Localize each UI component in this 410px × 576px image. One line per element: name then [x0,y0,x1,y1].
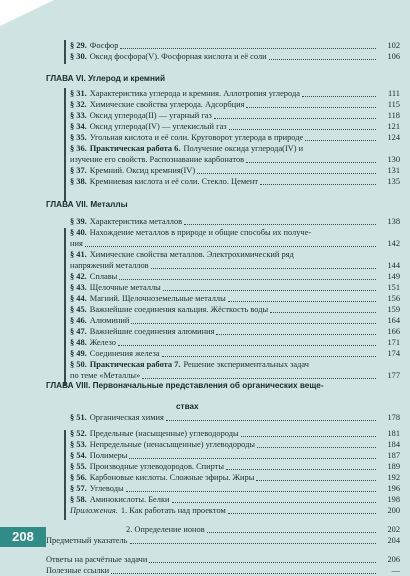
leader-dots [151,260,376,269]
section-title: Угольная кислота и её соли. Круговорот углерода в природе [89,133,304,142]
section-title: Фосфор [89,41,119,50]
page-reference: — [391,566,400,575]
page-corner-decoration [0,0,54,26]
section-title-cont: Получение оксида углерода(IV) и [183,144,304,153]
page-reference: 189 [387,462,400,471]
leader-dots [216,326,376,335]
toc-entry[interactable] [46,88,400,99]
section-number: § 46. [70,316,87,325]
toc-entry[interactable] [46,176,400,187]
leader-dots [246,99,376,108]
section-title: Кремниевая кислота и её соли. Стекло. Цемент [89,177,258,186]
toc-entry[interactable] [46,293,400,304]
section-title: Химические свойства углерода. Адсорбция [89,100,245,109]
section-number: § 49. [70,349,87,358]
section-title: Соединения железа [89,349,160,358]
toc-entry[interactable] [46,494,400,505]
appendix-item: 2. Определение ионов [126,525,205,534]
section-number: § 53. [70,440,87,449]
toc-entry[interactable] [46,370,400,381]
leader-dots [226,461,376,470]
toc-entry[interactable] [46,165,400,176]
toc-entry[interactable] [46,565,400,576]
leader-dots [228,293,376,302]
toc-entry[interactable] [46,260,400,271]
section-title: Характеристика углерода и кремния. Аллотропия углерода [89,89,300,98]
leader-dots [162,348,376,357]
section-number: § 54. [70,451,87,460]
toc-entry[interactable] [46,461,400,472]
section-title: Характеристика металлов [89,217,183,226]
page-reference: 164 [387,316,400,325]
section-title: Железо [89,338,116,347]
section-title: Нахождение металлов в природе и общие способы их получе- [89,228,312,237]
section-number: § 45. [70,305,87,314]
chapter-heading: ГЛАВА VII. Металлы [46,200,128,209]
toc-entry[interactable] [46,154,400,165]
leader-dots [269,51,376,60]
section-number: § 39. [70,217,87,226]
section-number: § 56. [70,473,87,482]
toc-entry[interactable] [46,110,400,121]
section-title: Практическая работа 6. [89,144,181,153]
section-title: Углеводы [89,484,124,493]
page-reference: 181 [387,429,400,438]
page-reference: 138 [387,217,400,226]
section-title: Магний. Щелочноземельные металлы [89,294,226,303]
page-reference: 156 [387,294,400,303]
page-reference: 118 [387,111,400,120]
toc-entry[interactable] [46,524,400,535]
leader-dots [241,428,376,437]
toc-entry[interactable] [46,227,400,238]
leader-dots [256,472,376,481]
page-reference: 178 [387,413,400,422]
page-reference: 121 [387,122,400,131]
leader-dots [126,483,376,492]
leader-dots [85,238,376,247]
section-title: Карбоновые кислоты. Сложные эфиры. Жиры [89,473,255,482]
toc-entry[interactable] [46,271,400,282]
leader-dots [305,132,376,141]
section-title: Оксид фосфора(V). Фосфорная кислота и её соли [89,52,267,61]
index-title: Полезные ссылки [46,566,110,575]
section-number: § 32. [70,100,87,109]
section-title: Органическая химия [89,413,164,422]
chapter-heading: ствах [176,402,199,411]
leader-dots [184,216,376,225]
leader-dots [172,494,376,503]
section-title: Алюминий [89,316,130,325]
page-reference: 135 [387,177,400,186]
page-reference: 192 [387,473,400,482]
page-reference: 171 [387,338,400,347]
section-title: Важнейшие соединения алюминия [89,327,215,336]
page-reference: 130 [387,155,400,164]
page-reference: 124 [387,133,400,142]
section-number: § 48. [70,338,87,347]
page-reference: 144 [387,261,400,270]
section-title: Непредельные (ненасыщенные) углеводороды [89,440,255,449]
toc-entry[interactable] [46,315,400,326]
page-reference: 151 [387,283,400,292]
toc-entry[interactable] [46,99,400,110]
page-reference: 184 [387,440,400,449]
section-number: § 47. [70,327,87,336]
section-title: Аминокислоты. Белки [89,495,170,504]
section-title-cont: изучение его свойств. Распознавание карбонатов [70,155,245,164]
section-title-cont: ния [70,239,83,248]
section-number: § 40. [70,228,87,237]
section-number: § 50. [70,360,87,369]
toc-entry[interactable] [46,450,400,461]
page-reference: 204 [387,536,400,545]
page-reference: 196 [387,484,400,493]
index-title: Ответы на расчётные задачи [46,555,148,564]
leader-dots [229,121,376,130]
section-number: § 41. [70,250,87,259]
section-title: Щелочные металлы [89,283,161,292]
leader-dots [119,271,376,280]
section-title: Практическая работа 7. [89,360,181,369]
leader-dots [302,88,376,97]
section-number: § 43. [70,283,87,292]
page-reference: 111 [388,89,400,98]
toc-entry[interactable] [46,337,400,348]
chapter-heading: ГЛАВА VIII. Первоначальные представления об органических веще- [46,381,324,390]
section-number: § 29. [70,41,87,50]
toc-entry[interactable] [46,535,400,546]
section-title: Предельные (насыщенные) углеводороды [89,429,239,438]
leader-dots [260,176,376,185]
leader-dots [207,524,376,533]
toc-entry[interactable] [46,143,400,154]
leader-dots [131,315,376,324]
page-reference: 106 [387,52,400,61]
page-reference: 142 [387,239,400,248]
section-title: Важнейшие соединения кальция. Жёсткость воды [89,305,269,314]
section-title: Оксид углерода(IV) — углекислый газ [89,122,227,131]
section-title-cont: напряжений металлов [70,261,149,270]
toc-entry[interactable] [46,121,400,132]
section-number: § 31. [70,89,87,98]
toc-entry[interactable] [46,132,400,143]
leader-dots [197,165,376,174]
section-number: § 42. [70,272,87,281]
toc-entry[interactable] [46,439,400,450]
section-number: § 34. [70,122,87,131]
index-title: Предметный указатель [46,536,128,545]
leader-dots [149,554,376,563]
toc-entry[interactable] [46,483,400,494]
section-number: § 52. [70,429,87,438]
toc-entry[interactable] [46,249,400,260]
section-number: § 57. [70,484,87,493]
page-reference: 166 [387,327,400,336]
page-reference: 149 [387,272,400,281]
section-number: § 44. [70,294,87,303]
page-reference: 200 [387,506,400,515]
toc-entry[interactable] [46,554,400,565]
toc-entry[interactable] [46,472,400,483]
section-title: Химические свойства металлов. Электрохимический ряд [89,250,294,259]
toc-entry[interactable] [46,359,400,370]
page-reference: 102 [387,41,400,50]
page-reference: 131 [387,166,400,175]
toc-entry[interactable] [46,282,400,293]
leader-dots [129,450,376,459]
leader-dots [111,565,376,574]
leader-dots [166,412,376,421]
section-title: Производные углеводородов. Спирты [89,462,225,471]
section-number: § 36. [70,144,87,153]
section-number: § 35. [70,133,87,142]
toc-entry[interactable] [46,348,400,359]
section-number: § 38. [70,177,87,186]
leader-dots [228,505,376,514]
leader-dots [257,439,376,448]
toc-entry[interactable] [46,51,400,62]
leader-dots [163,282,376,291]
section-title-cont: по теме «Металлы» [70,371,141,380]
section-title: Сплавы [89,272,118,281]
section-title: Полимеры [89,451,128,460]
section-title: 1. Как работать над проектом [120,506,226,515]
toc-entry[interactable] [46,326,400,337]
leader-dots [270,304,376,313]
page-reference: 187 [387,451,400,460]
page-number-badge: 208 [0,527,46,547]
page-reference: 115 [387,100,400,109]
page-reference: 206 [387,555,400,564]
page-reference: 159 [387,305,400,314]
section-title-cont: Решение экспериментальных задач [183,360,310,369]
toc-entry[interactable] [46,428,400,439]
appendix-label: Приложения. [70,506,118,515]
section-number: § 37. [70,166,87,175]
page-reference: 174 [387,349,400,358]
chapter-heading: ГЛАВА VI. Углерод и кремний [46,74,165,83]
page-reference: 177 [387,371,400,380]
leader-dots [214,110,376,119]
leader-dots [246,154,376,163]
leader-dots [120,40,376,49]
section-title: Оксид углерода(II) — угарный газ [89,111,212,120]
section-number: § 33. [70,111,87,120]
toc-entry[interactable] [46,216,400,227]
table-of-contents [46,40,400,575]
page-reference: 202 [387,525,400,534]
toc-entry[interactable] [46,40,400,51]
section-number: § 58. [70,495,87,504]
toc-entry[interactable] [46,238,400,249]
leader-dots [142,370,376,379]
leader-dots [130,535,377,544]
leader-dots [118,337,376,346]
toc-entry[interactable] [46,304,400,315]
section-number: § 30. [70,52,87,61]
section-number: § 55. [70,462,87,471]
toc-entry[interactable] [46,505,400,516]
toc-entry[interactable] [46,412,400,423]
section-title: Кремний. Оксид кремния(IV) [89,166,196,175]
section-number: § 51. [70,413,87,422]
page-reference: 198 [387,495,400,504]
